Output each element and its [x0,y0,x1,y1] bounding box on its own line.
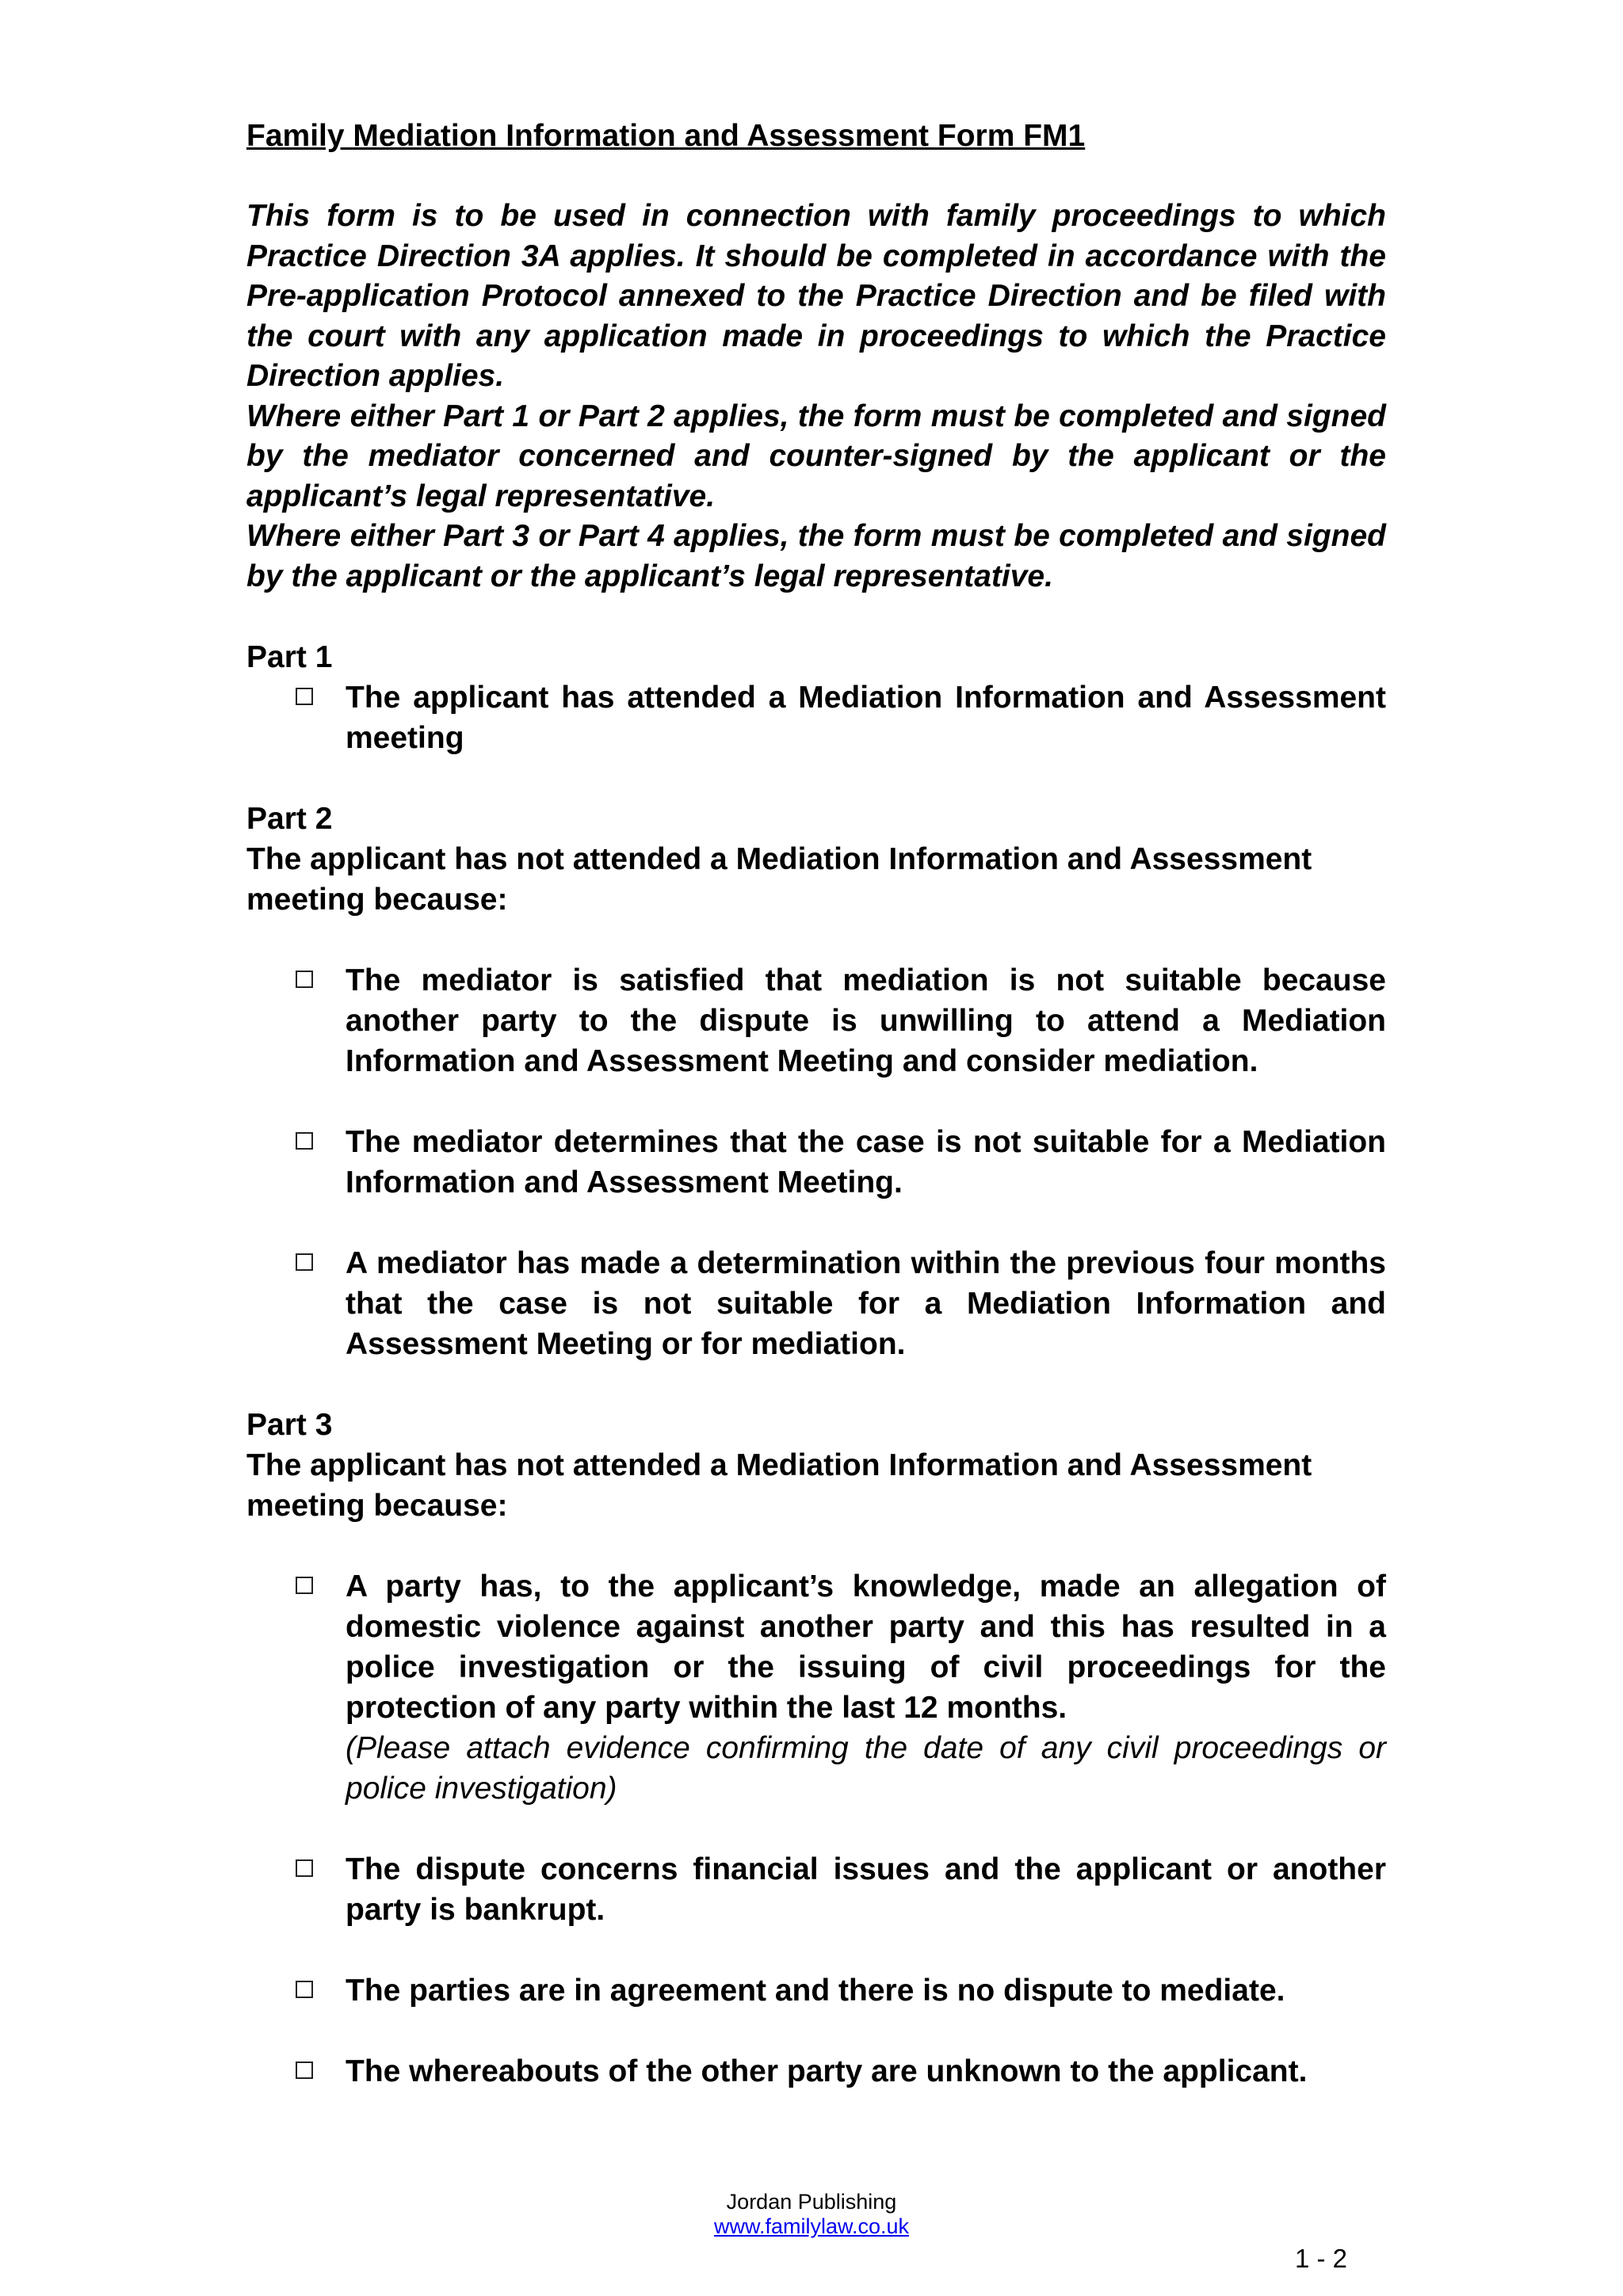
part-3-heading: Part 3 [246,1408,333,1442]
option-label: A party has, to the applicant’s knowledge, made an allegation of domestic violence against another party and this has resulted in a police investigation or the issuing of civil proceedings for the protection of any party within the last 12 months. [346,1569,1386,1725]
checkbox[interactable] [296,1859,313,1877]
intro-instructions [246,196,1386,597]
part-2-option-previous-determination[interactable] [246,1243,1386,1364]
checkbox[interactable] [296,1253,313,1271]
part-1-section [246,637,1386,758]
part-1-heading: Part 1 [246,640,333,674]
option-label: The whereabouts of the other party are unknown to the applicant. [346,2054,1308,2088]
part-2-option-not-suitable[interactable] [246,1122,1386,1203]
part-3-option-whereabouts-unknown[interactable] [246,2051,1386,2092]
publisher-link[interactable]: www.familylaw.co.uk [713,2214,910,2238]
option-label: The dispute concerns financial issues and the applicant or another party is bankrupt. [346,1852,1386,1927]
part-3-option-bankrupt[interactable] [246,1849,1386,1930]
option-label: The mediator is satisfied that mediation is not suitable because another party to the dispute is unwilling to attend a Mediation Information and Assessment Meeting and consider mediation. [346,963,1386,1078]
option-label: The applicant has attended a Mediation Information and Assessment meeting [346,681,1386,755]
part-2-option-unwilling[interactable] [246,960,1386,1081]
option-label: A mediator has made a determination within the previous four months that the case is not suitable for a Mediation Information and Assessment Meeting or for mediation. [346,1246,1386,1361]
part-2-heading: Part 2 [246,802,333,836]
part-1-option-attended[interactable] [246,677,1386,758]
checkbox[interactable] [296,1132,313,1150]
checkbox[interactable] [296,1981,313,1998]
part-3-description: The applicant has not attended a Mediation Information and Assessment meeting because: [246,1448,1312,1523]
part-2-description: The applicant has not attended a Mediation Information and Assessment meeting because: [246,842,1312,917]
option-note: (Please attach evidence confirming the date of any civil proceedings or police investigation) [346,1731,1386,1806]
intro-paragraph: Where either Part 3 or Part 4 applies, the form must be completed and signed by the applicant or the applicant’s legal representative. [246,519,1386,593]
form-page [246,116,1386,2092]
checkbox[interactable] [296,1577,313,1594]
form-title: Family Mediation Information and Assessment Form FM1 [246,119,1086,153]
publisher-name: Jordan Publishing [726,2190,897,2214]
part-3-option-domestic-violence[interactable] [246,1566,1386,1809]
intro-paragraph: Where either Part 1 or Part 2 applies, the form must be completed and signed by the mediator concerned and counter-signed by the applicant or the applicant’s legal representative. [246,399,1386,513]
option-label: The parties are in agreement and there is no dispute to mediate. [346,1974,1285,2008]
page-number: 1 - 2 [1295,2244,1348,2273]
intro-paragraph: This form is to be used in connection with family proceedings to which Practice Direction 3A applies. It should be completed in accordance with the Pre-application Protocol annexed to the Practice Direction and be filed with the court with any application made in proceedings to which the Practice Direction applies. [246,199,1386,393]
part-2-section [246,799,1386,1364]
option-label: The mediator determines that the case is not suitable for a Mediation Information and Assessment Meeting. [346,1125,1386,1199]
checkbox[interactable] [296,688,313,705]
checkbox[interactable] [296,971,313,988]
part-3-option-agreement[interactable] [246,1970,1386,2011]
page-footer [0,2190,1623,2239]
part-3-section [246,1405,1386,2092]
checkbox[interactable] [296,2061,313,2079]
